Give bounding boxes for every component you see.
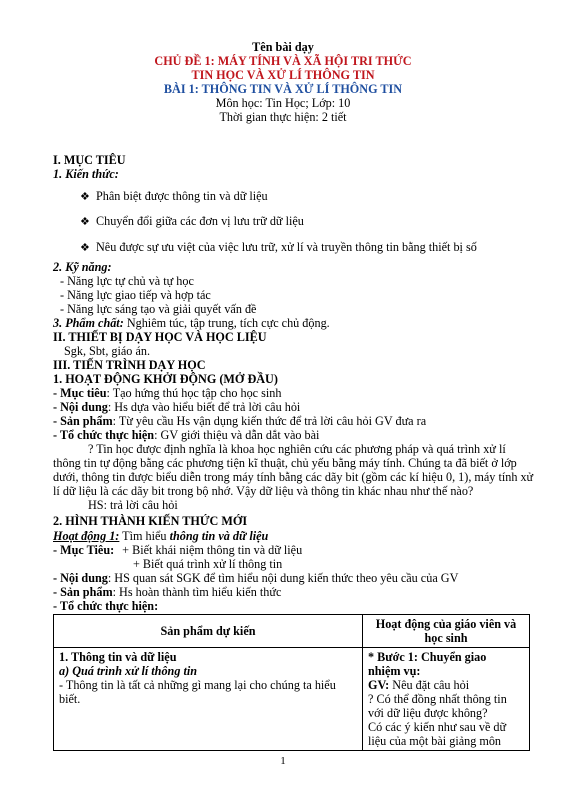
objectives-heading-num: I [53,153,58,167]
skills-item: - Năng lực giao tiếp và hợp tác [60,288,211,302]
activity-goal: - Mục Tiêu: + Biết khái niệm thông tin và dữ liệu [53,543,303,557]
skills-item: - Năng lực tự chủ và tự học [60,274,194,288]
activity-product: - Sản phẩm: Hs hoàn thành tìm hiểu kiến thức [53,585,282,599]
topic-title-line2: TIN HỌC VÀ XỬ LÍ THÔNG TIN [191,68,375,82]
formation-heading: 2. HÌNH THÀNH KIẾN THỨC MỚI [53,514,248,528]
quality-label: 3. Phẩm chất: [53,316,124,330]
warmup-answer: HS: trả lời câu hỏi [88,498,178,512]
diamond-bullet-icon: ❖ [80,191,90,203]
duration-line: Thời gian thực hiện: 2 tiết [219,110,347,124]
subject-line: Môn học: Tin Học; Lớp: 10 [215,96,351,110]
warmup-content: - Nội dung: Hs dựa vào hiểu biết để trả lời câu hỏi [53,400,301,414]
activity-content: - Nội dung: HS quan sát SGK để tìm hiểu nội dung kiến thức theo yêu cầu của GV [53,571,459,585]
objectives-heading [53,153,126,167]
activity-goal-item: + Biết quá trình xử lí thông tin [133,557,283,571]
diamond-bullet-icon: ❖ [80,242,90,254]
warmup-paragraph-line: thông tin tự động bằng các phương tiện kĩ thuật, chủ yếu bằng máy tính. Chúng ta đã biết ở lớp [53,456,517,470]
knowledge-item: ❖ Phân biệt được thông tin và dữ liệu [80,189,268,203]
knowledge-item: ❖ Nêu được sự ưu việt của việc lưu trữ, xử lí và truyền thông tin bằng thiết bị số [80,240,477,254]
knowledge-heading: 1. Kiến thức: [53,167,119,181]
warmup-product: - Sản phẩm: Từ yêu cầu Hs vận dụng kiến thức để trả lời câu hỏi GV đưa ra [53,414,427,428]
activity-title: Hoạt động 1: Tìm hiểu thông tin và dữ liệu [53,529,269,543]
skills-heading: 2. Kỹ năng: [53,260,112,274]
table-cell-right: * Bước 1: Chuyển giao nhiệm vụ: GV: Nêu đặt câu hỏi ? Có thể đồng nhất thông tin với dữ liệu được không? Có các ý kiến như sau về dữ liệu của một bài giảng môn [363,648,530,751]
table-header-row [54,615,530,648]
process-heading: III. TIẾN TRÌNH DẠY HỌC [53,358,206,372]
warmup-heading: 1. HOẠT ĐỘNG KHỞI ĐỘNG (MỞ ĐẦU) [53,372,278,386]
table-header-cell: Sản phẩm dự kiến [54,615,363,648]
diamond-bullet-icon: ❖ [80,216,90,228]
equipment-text: Sgk, Sbt, giáo án. [64,344,150,358]
warmup-paragraph-line: dưới, thông tin được biểu diễn trong máy tính bằng các dãy bit (gồm các kí hiệu 0, 1), máy tính xử [53,470,534,484]
knowledge-item: ❖ Chuyển đổi giữa các đơn vị lưu trữ dữ liệu [80,214,304,228]
quality-text: Nghiêm túc, tập trung, tích cực chủ động. [123,316,330,330]
warmup-paragraph-line: ? Tin học được định nghĩa là khoa học nghiên cứu các phương pháp và quá trình xử lí [88,442,506,456]
quality-line [53,316,330,330]
warmup-organization: - Tổ chức thực hiện: GV giới thiệu và dẫn dắt vào bài [53,428,320,442]
lesson-title: BÀI 1: THÔNG TIN VÀ XỬ LÍ THÔNG TIN [163,82,403,96]
table-header-cell: Hoạt động của giáo viên và học sinh [363,615,530,648]
page-number: 1 [280,755,286,767]
objectives-heading-text: . MỤC TIÊU [57,153,126,167]
warmup-goal: - Mục tiêu: Tạo hứng thú học tập cho học sinh [53,386,282,400]
topic-title-line1: CHỦ ĐỀ 1: MÁY TÍNH VÀ XÃ HỘI TRI THỨC [154,54,412,68]
activity-table [53,614,530,751]
activity-organization: - Tổ chức thực hiện: [53,599,159,613]
lesson-label: Tên bài dạy [252,40,314,54]
warmup-paragraph-line: lí dữ liệu là các dãy bit trong bộ nhớ. Vậy dữ liệu và thông tin khác nhau như thế nào? [53,484,474,498]
table-cell-left: 1. Thông tin và dữ liệu a) Quá trình xử lí thông tin - Thông tin là tất cả những gì mang lại cho chúng ta hiểu biết. [54,648,363,751]
table-row [54,648,530,751]
equipment-heading: II. THIẾT BỊ DẠY HỌC VÀ HỌC LIỆU [53,330,267,344]
skills-item: - Năng lực sáng tạo và giải quyết vấn đề [60,302,257,316]
